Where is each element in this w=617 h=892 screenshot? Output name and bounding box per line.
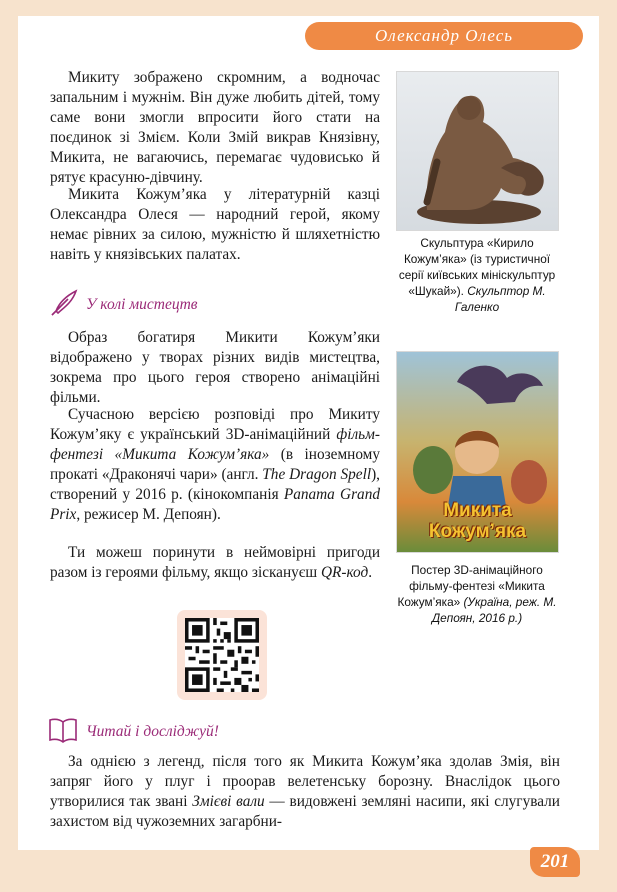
p4-text-g: , режисер М. Депоян). bbox=[76, 506, 221, 523]
p6-text-a: За однією з легенд, після того як Микита Кожум’яка здолав Змія, він запряг його у плуг і проорав велетенську борозну. Внаслідок цього утворилися так звані bbox=[50, 753, 560, 810]
sculpture-caption-main: Скульптура «Кирило Кожум’яка» (із туристичної серії київських мініскульптур «Шукай»). bbox=[398, 236, 556, 298]
qr-code-link: QR-код bbox=[320, 564, 369, 581]
p4-text-f: Panama Grand Prix bbox=[50, 486, 380, 523]
section-read-title: Читай і досліджуй! bbox=[86, 723, 219, 740]
p5-text-c: . bbox=[368, 564, 373, 581]
poster-title-line1: Микита bbox=[443, 500, 512, 521]
p4-text-b: фільм-фентезі «Микита Кожум’яка» bbox=[50, 426, 380, 463]
paragraph-4 bbox=[50, 405, 380, 525]
movie-poster bbox=[396, 351, 559, 553]
book-icon bbox=[48, 716, 78, 744]
frame-bottom bbox=[0, 850, 617, 892]
paragraph-3: Образ богатиря Микити Кожум’яки відображено у творах різних видів мистецтва, зокрема про цього героя створено анімаційні фільми. bbox=[50, 329, 380, 406]
p4-text-d: The Dragon Spell bbox=[262, 466, 372, 483]
paragraph-1: Микиту зображено скромним, а водночас запальним і мужнім. Він дуже любить дітей, тому саме вони змогли впросити його стати на поєдинок зі Змієм. Коли Змій викрав Князівну, Микита, не вагаючись, перемагає чудовисько й рятує красуню-дівчину. bbox=[50, 69, 380, 186]
paragraph-5 bbox=[50, 543, 380, 583]
sculpture-caption-author: Скульптор М. Галенко bbox=[454, 284, 546, 314]
page-number: 201 bbox=[530, 847, 580, 877]
qr-code-icon[interactable] bbox=[185, 618, 259, 692]
poster-caption-details: (Україна, реж. М. Депоян, 2016 р.) bbox=[431, 595, 557, 625]
p4-text-c: (в іноземному прокаті «Драконячі чари» (англ. bbox=[50, 446, 381, 483]
header-author: Олександр Олесь bbox=[305, 22, 583, 50]
p4-text-a: Сучасною версією розповіді про Микиту Кожум’яку є український 3D-анімаційний bbox=[50, 406, 380, 443]
poster-caption-main: Постер 3D-анімаційного фільму-фентезі «Микита Кожум’яка» bbox=[397, 563, 545, 609]
frame-left bbox=[0, 0, 18, 892]
poster-title-line2: Кожум’яка bbox=[428, 521, 527, 542]
sculpture-photo bbox=[396, 71, 559, 231]
qr-code-frame bbox=[177, 610, 267, 700]
frame-right bbox=[599, 0, 617, 892]
paragraph-2: Микита Кожум’яка у літературній казці Олександра Олеся — народний герой, якому немає рівних за силою, мужністю й шляхетністю навіть у князівських палатах. bbox=[50, 186, 380, 263]
p4-text-e: ), створений у 2016 р. (кінокомпанія bbox=[50, 466, 380, 503]
frame-top bbox=[0, 0, 617, 16]
section-art-title: У колі мистецтв bbox=[86, 296, 198, 313]
poster-caption bbox=[392, 562, 562, 626]
quill-icon bbox=[48, 287, 80, 319]
p6-text-c: — видовжені земляні насипи, які слугували захистом від чужоземних загарбни- bbox=[50, 793, 560, 830]
sculpture-caption bbox=[392, 235, 562, 315]
poster-title bbox=[397, 500, 558, 542]
sculpture-image bbox=[397, 72, 558, 230]
paragraph-6 bbox=[50, 752, 560, 832]
p5-text-a: Ти можеш поринути в неймовірні пригоди разом із героями фільму, якщо зіскануєш bbox=[50, 544, 380, 581]
p6-text-b: Змієві вали bbox=[192, 793, 265, 810]
